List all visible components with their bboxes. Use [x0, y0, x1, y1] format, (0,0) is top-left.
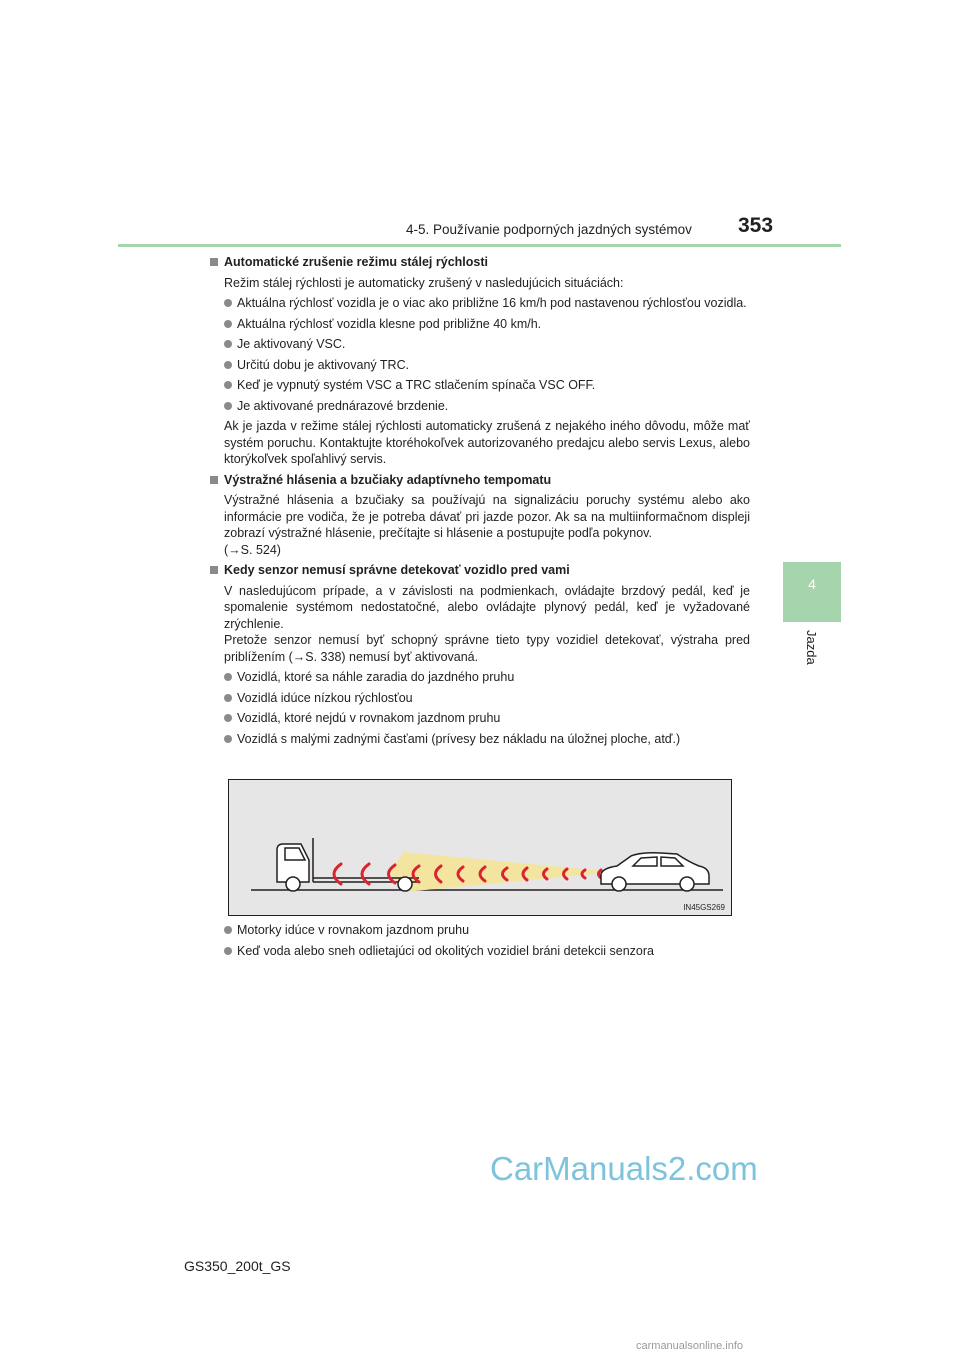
car-icon: [601, 853, 709, 891]
radar-illustration-svg: [229, 780, 731, 915]
section-body: Výstražné hlásenia a bzučiaky sa používajú na signalizáciu poruchy systému alebo ako informácie pre vodiča, že je potreba dávať pri jazde pozor. Ak sa na multiinformačnom displeji zobrazí výstražné hlásenie, prečítajte si hlásenie a postupujte podľa pokynov.: [224, 493, 750, 540]
figure-code: IN45GS269: [683, 903, 725, 912]
section-heading: Výstražné hlásenia a bzučiaky adaptívneho tempomatu: [210, 472, 750, 489]
section-heading: Kedy senzor nemusí správne detekovať vozidlo pred vami: [210, 562, 750, 579]
list-item: Keď je vypnutý systém VSC a TRC stlačením spínača VSC OFF.: [224, 377, 750, 394]
watermark-footer: carmanualsonline.info: [636, 1340, 744, 1352]
list-item: Vozidlá idúce nízkou rýchlosťou: [224, 690, 750, 707]
list-item: Vozidlá s malými zadnými časťami (prívesy bez nákladu na úložnej ploche, atď.): [224, 731, 750, 748]
section-body: Pretože senzor nemusí byť schopný správne tieto typy vozidiel detekovať, výstraha pred priblížením (→S. 338) nemusí byť aktivovaná.: [224, 633, 750, 664]
page-number: 353: [738, 214, 774, 237]
watermark-logo: CarManuals2.com: [490, 1150, 758, 1187]
chapter-tab-number: 4: [808, 576, 816, 592]
list-item: Motorky idúce v rovnakom jazdnom pruhu: [224, 922, 750, 939]
list-item: Aktuálna rýchlosť vozidla je o viac ako približne 16 km/h pod nastavenou rýchlosťou vozidla.: [224, 295, 750, 312]
section-intro: Režim stálej rýchlosti je automaticky zrušený v nasledujúcich situáciách:: [224, 275, 624, 290]
list-item: Keď voda alebo sneh odlietajúci od okolitých vozidiel bráni detekcii senzora: [224, 943, 750, 960]
list-item: Vozidlá, ktoré nejdú v rovnakom jazdnom pruhu: [224, 710, 750, 727]
page-reference: (→S. 524): [224, 542, 281, 557]
list-item: Aktuálna rýchlosť vozidla klesne pod približne 40 km/h.: [224, 316, 750, 333]
radar-illustration: [228, 779, 732, 916]
main-content: [210, 254, 750, 751]
header-rule: [118, 244, 841, 247]
chapter-label: [786, 630, 838, 690]
footer-model: GS350_200t_GS: [184, 1258, 291, 1274]
list-item: Určitú dobu je aktivovaný TRC.: [224, 357, 750, 374]
main-content-continued: [210, 922, 750, 963]
list-item: Vozidlá, ktoré sa náhle zaradia do jazdného pruhu: [224, 669, 750, 686]
section-body: V nasledujúcom prípade, a v závislosti na podmienkach, ovládajte brzdový pedál, keď je spomalenie systémom nedostatočné, alebo ovládajte plynový pedál, keď je vyžadované zrýchlenie.: [224, 583, 750, 631]
chapter-label-text: Jazda: [804, 630, 819, 665]
section-outro: Ak je jazda v režime stálej rýchlosti automaticky zrušená z nejakého iného dôvodu, môže mať systém poruchu. Kontaktujte ktoréhokoľvek autorizovaného predajcu alebo servis Lexus, alebo ktorýkoľvek spoľahlivý servis.: [224, 419, 750, 466]
chapter-tab: [783, 562, 841, 622]
list-item: Je aktivované prednárazové brzdenie.: [224, 398, 750, 415]
list-item: Je aktivovaný VSC.: [224, 336, 750, 353]
header-title: 4-5. Používanie podporných jazdných systémov: [406, 222, 692, 237]
section-heading: Automatické zrušenie režimu stálej rýchlosti: [210, 254, 750, 271]
